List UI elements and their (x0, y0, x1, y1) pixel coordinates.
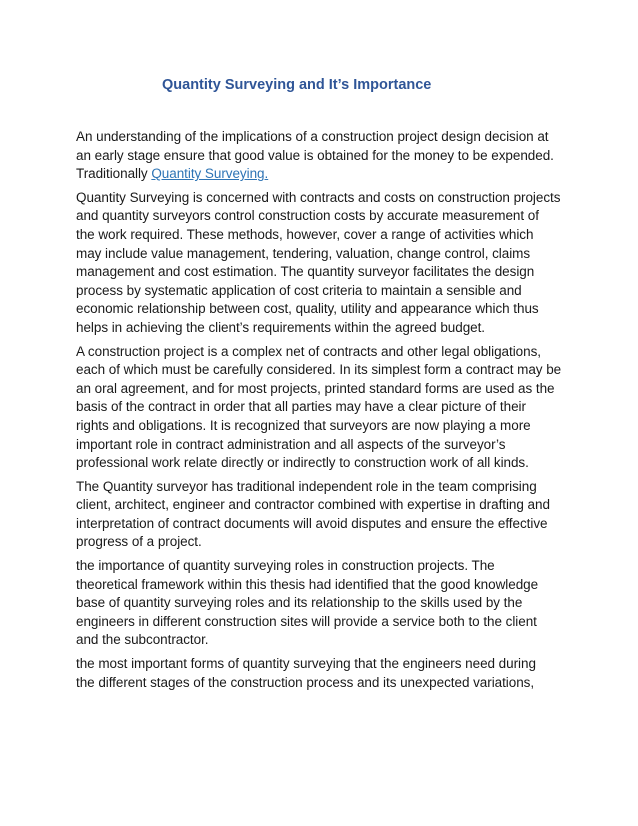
paragraph-role (76, 478, 578, 552)
document-title: Quantity Surveying and It’s Importance (162, 77, 432, 93)
text-line: engineers in different construction sites will provide a service both to the client (76, 613, 537, 629)
text-line: A construction project is a complex net of contracts and other legal obligations, (76, 343, 541, 359)
text-line: the different stages of the construction process and its unexpected variations, (76, 674, 535, 690)
text-line: each of which must be carefully considered. In its simplest form a contract may be (76, 362, 562, 378)
text-line: an oral agreement, and for most projects, printed standard forms are used as the (76, 380, 555, 396)
quantity-surveying-link[interactable]: Quantity Surveying. (151, 166, 269, 182)
text-line: theoretical framework within this thesis had identified that the good knowledge (76, 576, 539, 592)
text-line: An understanding of the implications of a construction project design decision at (76, 129, 549, 144)
text-line: the work required. These methods, however, cover a range of activities which (76, 226, 534, 242)
text-line: the most important forms of quantity surveying that the engineers need during (76, 656, 536, 672)
text-line: the importance of quantity surveying roles in construction projects. The (76, 558, 495, 574)
document-body (76, 128, 578, 692)
text-line: basis of the contract in order that all parties may have a clear picture of their (76, 399, 526, 415)
text-line: base of quantity surveying roles and its relationship to the skills used by the (76, 595, 523, 611)
text-line: helps in achieving the client’s requirements within the agreed budget. (76, 319, 486, 335)
paragraph-contracts (76, 343, 578, 473)
text-line: rights and obligations. It is recognized that surveyors are now playing a more (76, 417, 531, 433)
text-line: may include value management, tendering, valuation, change control, claims (76, 245, 531, 261)
text-line: professional work relate directly or indirectly to construction work of all kinds. (76, 455, 529, 471)
paragraph-forms (76, 655, 578, 692)
text-line: progress of a project. (76, 534, 202, 550)
paragraph-intro (76, 128, 578, 184)
text-line: process by systematic application of cost criteria to maintain a sensible and (76, 282, 522, 298)
text-line-prefix: Traditionally (76, 166, 152, 182)
text-line: The Quantity surveyor has traditional independent role in the team comprising (76, 478, 537, 494)
text-line: and the subcontractor. (76, 632, 209, 648)
text-line: important role in contract administration and all aspects of the surveyor’s (76, 436, 506, 452)
paragraph-definition (76, 189, 578, 338)
text-line: an early stage ensure that good value is obtained for the money to be expended. (76, 147, 554, 163)
text-line: and quantity surveyors control construction costs by accurate measurement of (76, 208, 539, 224)
paragraph-importance (76, 557, 578, 650)
text-line: client, architect, engineer and contractor combined with expertise in drafting and (76, 497, 550, 513)
text-line: management and cost estimation. The quantity surveyor facilitates the design (76, 264, 535, 280)
text-line: interpretation of contract documents will avoid disputes and ensure the effective (76, 515, 548, 531)
text-line: economic relationship between cost, quality, utility and appearance which thus (76, 301, 539, 317)
text-line-with-link (76, 165, 578, 184)
text-line: Quantity Surveying is concerned with contracts and costs on construction projects (76, 189, 561, 205)
